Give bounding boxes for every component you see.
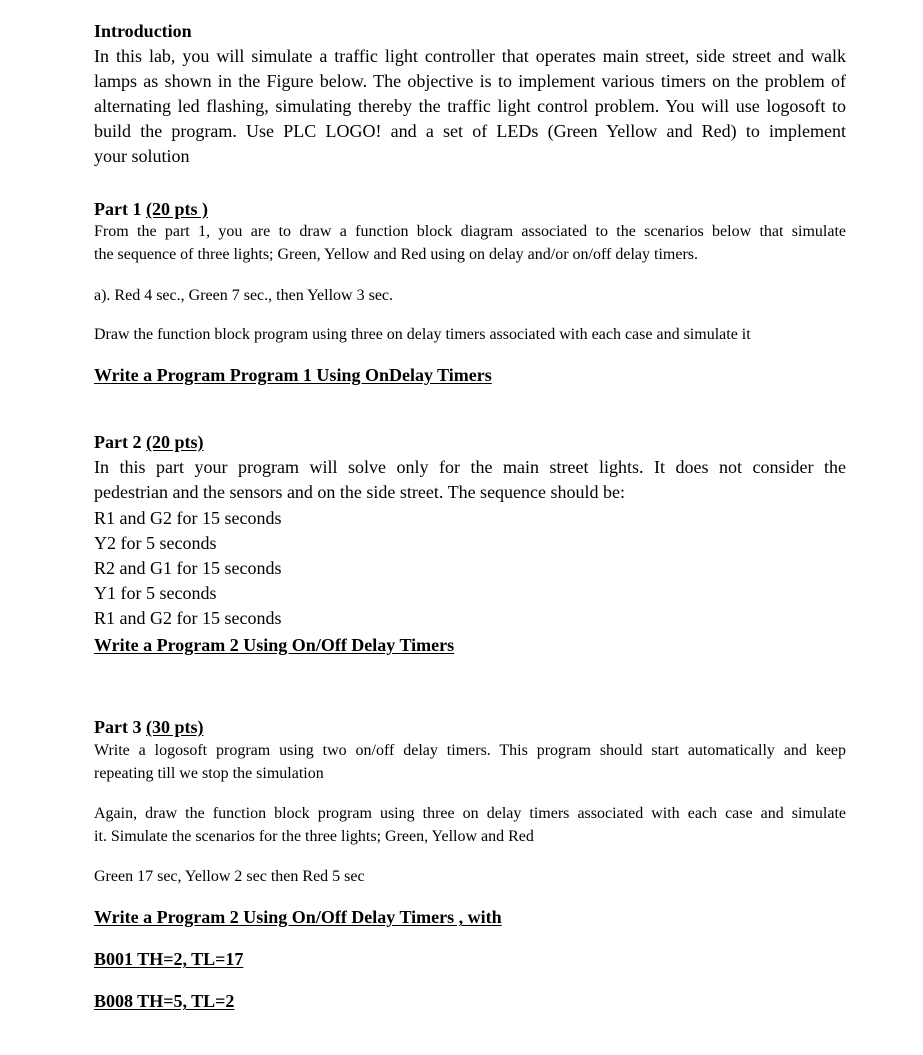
- part3-desc-line-2: repeating till we stop the simulation: [94, 765, 324, 782]
- part3-task: [94, 905, 846, 930]
- intro-line-2: lamps as shown in the Figure below. The objective is to implement various timers on the problem of: [94, 71, 846, 91]
- part2-sequence: [94, 506, 846, 631]
- sequence-step: Y1 for 5 seconds: [94, 583, 217, 603]
- part1-scenario: a). Red 4 sec., Green 7 sec., then Yellow 3 sec.: [94, 287, 394, 304]
- part2-points: (20 pts): [145, 432, 204, 452]
- intro-line-1: In this lab, you will simulate a traffic light controller that operates main street, side street and walk: [94, 46, 846, 66]
- intro-line-3: alternating led flashing, simulating thereby the traffic light control problem. You will use logosoft to: [94, 96, 846, 116]
- part1-task-text: Write a Program Program 1 Using OnDelay Timers: [94, 365, 492, 385]
- part1-heading: [94, 197, 846, 222]
- part1-instruction: Draw the function block program using three on delay timers associated with each case and simulate it: [94, 326, 751, 343]
- part3-title: Part 3: [94, 717, 142, 737]
- sequence-step: R2 and G1 for 15 seconds: [94, 558, 282, 578]
- part2-desc-line-2: pedestrian and the sensors and on the side street. The sequence should be:: [94, 482, 626, 502]
- part2-task: [94, 633, 846, 658]
- part2-task-text: Write a Program 2 Using On/Off Delay Timers: [94, 635, 455, 655]
- part1-description: [94, 220, 846, 266]
- intro-heading: Introduction: [94, 21, 192, 41]
- part3-task-text: Write a Program 2 Using On/Off Delay Timers , with: [94, 907, 502, 927]
- part2-heading: [94, 430, 846, 455]
- part1-desc-line-1: From the part 1, you are to draw a function block diagram associated to the scenarios below that simulate: [94, 223, 846, 240]
- part3-block-b001: [94, 947, 846, 972]
- part2-title: Part 2: [94, 432, 142, 452]
- sequence-step: R1 and G2 for 15 seconds: [94, 508, 282, 528]
- part2-description: [94, 455, 846, 505]
- part3-instruction: [94, 802, 846, 848]
- part1-desc-line-2: the sequence of three lights; Green, Yellow and Red using on delay and/or on/off delay timers.: [94, 246, 699, 263]
- part1-points: (20 pts ): [145, 199, 208, 219]
- part2-desc-line-1: In this part your program will solve only for the main street lights. It does not consider the: [94, 457, 846, 477]
- b001-params: B001 TH=2, TL=17: [94, 949, 244, 969]
- part3-instr-line-2: it. Simulate the scenarios for the three lights; Green, Yellow and Red: [94, 828, 534, 845]
- part1-title: Part 1: [94, 199, 142, 219]
- part3-heading: [94, 715, 846, 740]
- part1-task: [94, 363, 846, 388]
- intro-line-5: your solution: [94, 146, 190, 166]
- b008-params: B008 TH=5, TL=2: [94, 991, 235, 1011]
- part3-desc-line-1: Write a logosoft program using two on/off delay timers. This program should start automatically and keep: [94, 742, 846, 759]
- sequence-step: R1 and G2 for 15 seconds: [94, 608, 282, 628]
- intro-paragraph: [94, 44, 846, 169]
- sequence-step: Y2 for 5 seconds: [94, 533, 217, 553]
- part3-description: [94, 739, 846, 785]
- part3-block-b008: [94, 989, 846, 1014]
- part3-points: (30 pts): [145, 717, 204, 737]
- part3-scenario: Green 17 sec, Yellow 2 sec then Red 5 sec: [94, 868, 365, 885]
- part3-instr-line-1: Again, draw the function block program using three on delay timers associated with each case and simulate: [94, 805, 846, 822]
- intro-line-4: build the program. Use PLC LOGO! and a set of LEDs (Green Yellow and Red) to implement: [94, 121, 846, 141]
